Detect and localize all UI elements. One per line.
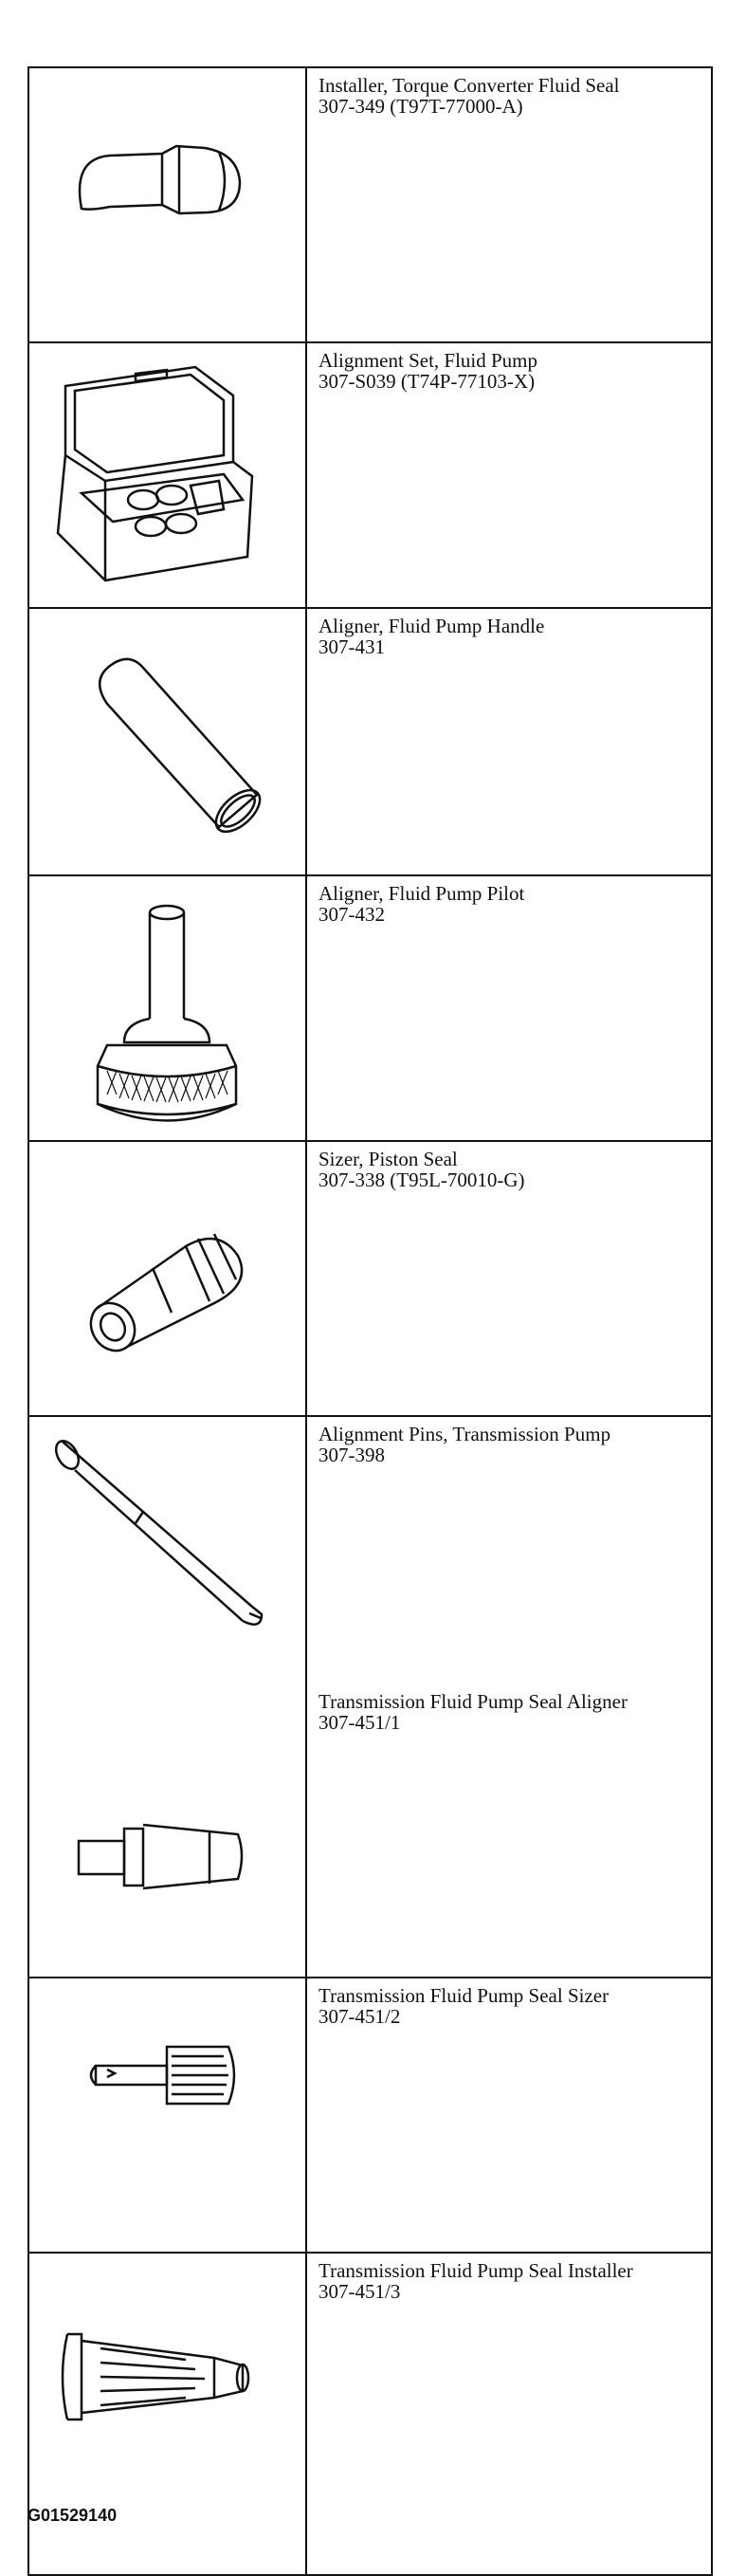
tool-illustration-cell [29,1417,307,1684]
alignment-set-case-illustration [29,343,305,607]
tool-name: Transmission Fluid Pump Seal Installer [318,2259,633,2282]
tool-part-number: 307-398 [318,1444,385,1466]
tool-illustration-cell [29,1684,307,1977]
tool-part-number: 307-431 [318,635,385,658]
tool-illustration-cell [29,1142,307,1415]
tool-name: Transmission Fluid Pump Seal Sizer [318,1984,610,2007]
table-row [29,609,711,876]
tool-illustration-cell [29,876,307,1140]
tool-part-number: 307-349 (T97T-77000-A) [318,95,523,118]
tool-part-number: 307-451/3 [318,2280,401,2303]
table-row [29,1142,711,1417]
alignment-pins-illustration [29,1417,305,1683]
figure-id: G01529140 [27,2506,118,2525]
special-tools-table [27,66,713,2576]
table-row [29,876,711,1142]
tool-part-number: 307-S039 (T74P-77103-X) [318,370,536,393]
table-row [29,68,711,343]
seal-aligner-illustration [29,1684,305,1977]
tool-illustration-cell [29,609,307,874]
tool-illustration-cell [29,2254,307,2574]
handle-aligner-illustration [29,609,305,874]
tool-name: Sizer, Piston Seal [318,1148,458,1170]
table-row [29,1684,711,1978]
tool-illustration-cell [29,1978,307,2252]
table-row [29,1978,711,2254]
tool-name: Alignment Pins, Transmission Pump [318,1423,611,1445]
tool-name: Aligner, Fluid Pump Handle [318,615,545,637]
tool-part-number: 307-338 (T95L-70010-G) [318,1168,525,1191]
tool-illustration-cell [29,343,307,607]
seal-installer-illustration [29,68,305,341]
tool-part-number: 307-432 [318,903,385,926]
table-row [29,1417,711,1684]
tool-part-number: 307-451/1 [318,1711,401,1734]
table-row [29,2254,711,2574]
table-row [29,343,711,609]
tool-name: Transmission Fluid Pump Seal Aligner [318,1690,628,1713]
tool-part-number: 307-451/2 [318,2005,401,2028]
tool-name: Alignment Set, Fluid Pump [318,349,538,372]
tool-illustration-cell [29,68,307,341]
tool-name: Installer, Torque Converter Fluid Seal [318,74,620,97]
pilot-aligner-illustration [29,876,305,1140]
piston-seal-sizer-illustration [29,1142,305,1415]
seal-sizer-illustration [29,1978,305,2252]
tool-name: Aligner, Fluid Pump Pilot [318,882,525,905]
